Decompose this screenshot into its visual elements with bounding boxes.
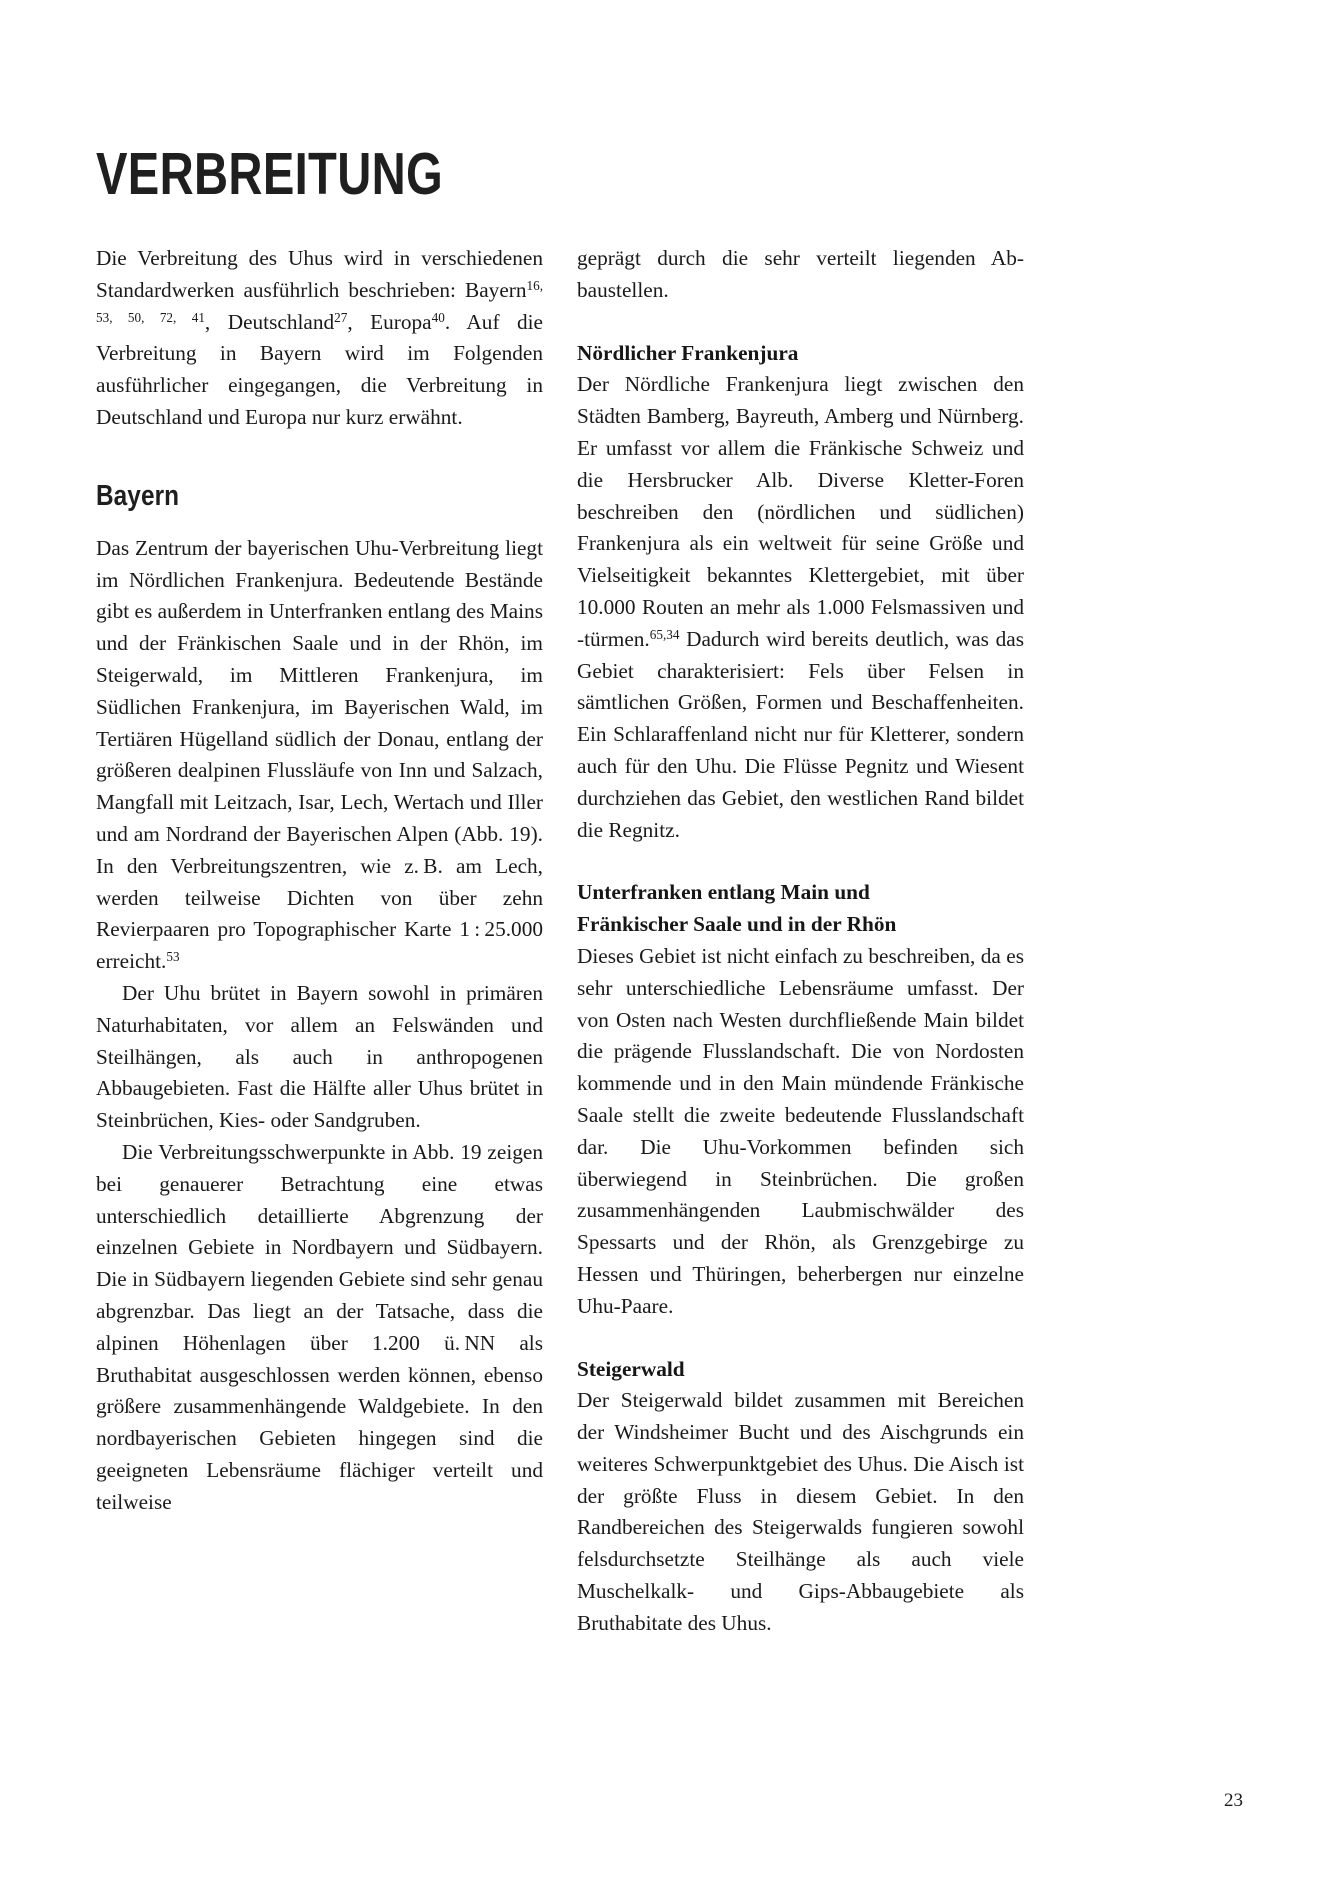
subheading-unterfranken-line2: Fränkischer Saale und in der Rhön (577, 912, 897, 937)
bayern-p1-text: Das Zentrum der bayerischen Uhu-Verbreitung liegt im Nördlichen Frankenjura. Bedeutende Bestände gibt es außerdem in Unterfranken entlang des Mains und der Fränkischen Saale und in der Rhön, im Steigerwald, im Mittleren Frankenjura, im Südlichen Frankenjura, im Bayerischen Wald, im Tertiären Hügelland südlich der Donau, entlang der größeren dealpinen Flussläufe von Inn und Salzach, Mangfall mit Leitzach, Isar, Lech, Wertach und Iller und am Nordrand der Bayerischen Alpen (Abb. 19). In den Verbreitungszentren, wie z. B. am Lech, werden teilweise Dichten von über zehn Revierpaaren pro Topographischer Karte 1 : 25.000 erreicht. (96, 535, 543, 974)
reference-marker-deutschland: 27 (334, 309, 348, 325)
section-heading-bayern: Bayern (96, 479, 180, 512)
continuation-paragraph: geprägt durch die sehr verteilt liegenden Abbaustellen. (577, 246, 1024, 302)
bayern-paragraph-3: Die Verbreitungsschwerpunkte in Abb. 19 zeigen bei genauerer Betrachtung eine etwas unterschiedlich detaillierte Abgrenzung der einzelnen Gebiete in Nordbayern und Südbayern. Die in Südbayern liegenden Gebiete sind sehr genau abgrenzbar. Das liegt an der Tatsache, dass die alpinen Höhenlagen über 1.200 ü. NN als Bruthabitat ausgeschlossen werden können, ebenso größere zusammenhängende Waldgebiete. In den nordbayerischen Gebieten hingegen sind die geeigneten Lebensräume flächiger verteilt und teilweise (96, 1139, 543, 1514)
chapter-title: VERBREITUNG (96, 140, 444, 207)
left-column (96, 243, 543, 1518)
two-column-body (96, 243, 1243, 1635)
subheading-steigerwald: Steigerwald (577, 1356, 685, 1381)
intro-text-part2: , Deutschland (204, 309, 335, 334)
frankenjura-paragraph (577, 369, 1024, 846)
steigerwald-paragraph: Der Steigerwald bildet zusammen mit Bereichen der Windsheimer Bucht und des Aischgrunds ein weiteres Schwerpunktgebiet des Uhus. Die Aisch ist der größte Fluss in diesem Gebiet. In den Randbereichen des Steigerwalds fungieren sowohl felsdurchsetzte Steilhänge als auch viele Muschelkalk- und Gips-Abbaugebiete als Bruthabitate des Uhus. (577, 1388, 1024, 1635)
bayern-paragraph-2: Der Uhu brütet in Bayern sowohl in primären Naturhabitaten, vor allem an Felswänden und Steilhängen, als auch in anthropogenen Abbaugebieten. Fast die Hälfte aller Uhus brütet in Steinbrüchen, Kies- oder Sandgruben. (96, 980, 543, 1133)
subheading-noerdlicher-frankenjura: Nördlicher Frankenjura (577, 340, 799, 365)
intro-paragraph (96, 243, 543, 434)
spacer (96, 434, 543, 479)
spacer (577, 307, 1024, 338)
spacer (577, 846, 1024, 877)
intro-text-part3: , Europa (347, 309, 432, 334)
reference-marker-53: 53 (166, 949, 180, 965)
intro-text-part4: . Auf die Verbreitung in Bayern wird im Folgenden ausführlicher eingegangen, die Verbreitung in Deutschland und Europa nur kurz erwähnt. (96, 309, 544, 429)
intro-text-part1: Die Verbreitung des Uhus wird in verschiedenen Standardwerken ausführlich beschrieben: Bayern (96, 246, 543, 302)
reference-marker-europa: 40 (431, 309, 445, 325)
reference-marker-65-34: 65,34 (649, 626, 680, 642)
bayern-paragraph-1 (96, 533, 543, 978)
right-column (577, 243, 1024, 1640)
frankenjura-text-part1: Der Nördliche Frankenjura liegt zwischen den Städten Bamberg, Bayreuth, Amberg und Nürnberg. Er umfasst vor allem die Fränkische Schweiz und die Hersbrucker Alb. Diverse Kletter-Foren beschreiben den (nördlichen und südlichen) Frankenjura als ein weltweit für seine Größe und Vielseitigkeit bekanntes Klettergebiet, mit über 10.000 Routen an mehr als 1.000 Felsmassiven und -türmen. (577, 372, 1024, 651)
page-number: 23 (1224, 1790, 1243, 1811)
spacer (577, 1323, 1024, 1354)
reference-marker-bayern: 16, 53, 50, 72, 41 (96, 277, 543, 325)
subheading-unterfranken-line1: Unterfranken entlang Main und (577, 880, 870, 905)
frankenjura-text-part2: Dadurch wird bereits deutlich, was das Gebiet charakterisiert: Fels über Felsen in sämtlichen Größen, Formen und Beschaffenheiten. Ein Schlaraffenland nicht nur für Kletterer, sondern auch für den Uhu. Die Flüsse Pegnitz und Wiesent durchziehen das Gebiet, den westlichen Rand bildet die Regnitz. (577, 626, 1024, 842)
unterfranken-paragraph: Dieses Gebiet ist nicht einfach zu beschreiben, da es sehr unterschiedliche Lebensräume umfasst. Der von Osten nach Westen durchfließende Main bildet die prägende Flusslandschaft. Die von Nordosten kommende und in den Main mündende Fränkische Saale stellt die zweite bedeutende Flusslandschaft dar. Die Uhu-Vorkommen befinden sich überwiegend in Steinbrüchen. Die großen zusammenhängenden Laubmischwälder des Spessarts und der Rhön, als Grenzgebirge zu Hessen und Thüringen, beherbergen nur einzelne Uhu-Paare. (577, 943, 1024, 1318)
spacer (96, 513, 543, 533)
